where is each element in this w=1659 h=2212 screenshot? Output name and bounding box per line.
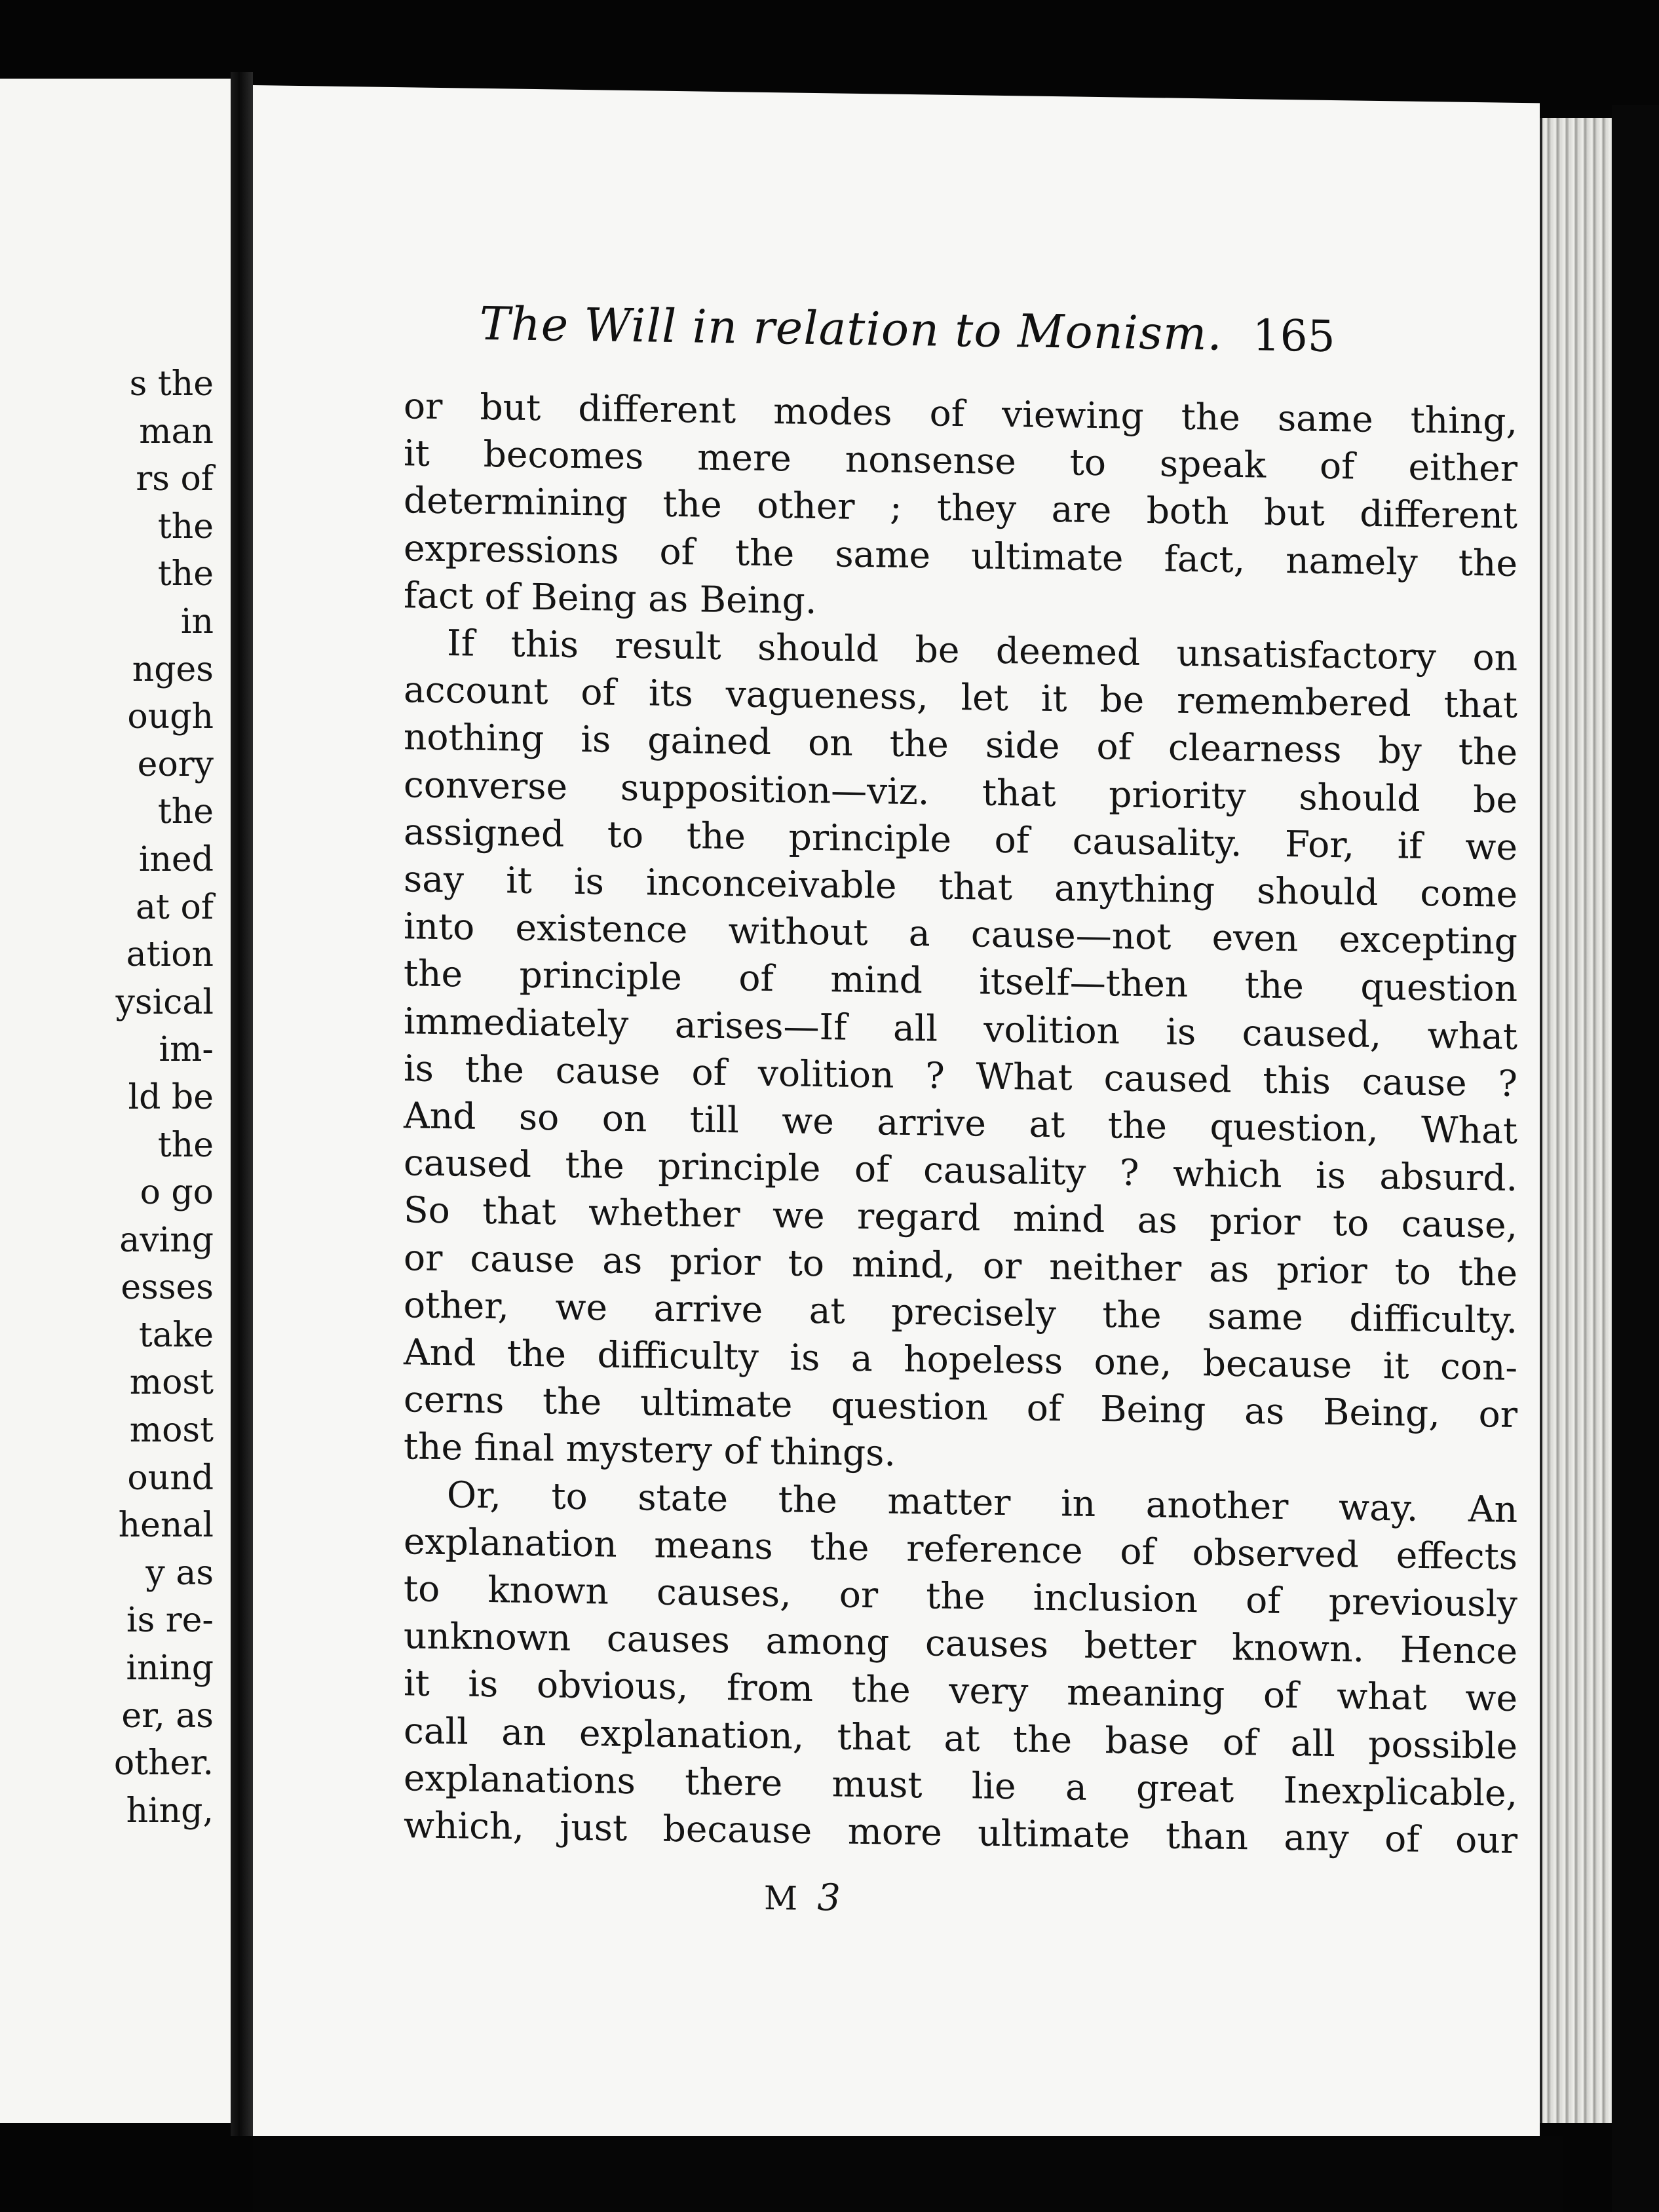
text-line: say it is inconceivable that anything should come <box>404 858 1517 915</box>
left-page-line: ysical <box>115 982 214 1022</box>
left-page-line: s the <box>129 364 214 404</box>
signature-letter: M <box>764 1878 803 1918</box>
text-line: into existence without a cause—not even excepting <box>404 905 1517 963</box>
left-page-line: rs of <box>136 459 214 499</box>
text-line: determining the other ; they are both but different <box>404 479 1517 537</box>
left-page-line: nges <box>132 649 214 689</box>
text-line: is the cause of volition ? What caused this cause ? <box>404 1047 1517 1105</box>
text-line: fact of Being as Being. <box>404 574 817 622</box>
text-line: it becomes mere nonsense to speak of either <box>404 432 1517 490</box>
left-page-line: ining <box>126 1649 214 1688</box>
left-page-line: er, as <box>121 1696 214 1736</box>
text-line: account of its vagueness, let it be remembered that <box>404 668 1517 727</box>
text-line: cerns the ultimate question of Being as Being, or <box>404 1378 1517 1436</box>
left-page-line: ough <box>127 697 214 737</box>
text-line: nothing is gained on the side of clearness by the <box>404 715 1517 774</box>
running-title: The Will in relation to Monism. <box>480 296 1223 361</box>
scanner-border-bottom <box>253 2136 1563 2212</box>
text-line: Or, to state the matter in another way. An <box>447 1473 1517 1531</box>
text-line: So that whether we regard mind as prior to cause, <box>404 1189 1517 1247</box>
right-page <box>253 85 1540 2154</box>
text-line: unknown causes among causes better known. Hence <box>404 1614 1517 1673</box>
text-line: explanations there must lie a great Inexplicable, <box>404 1757 1517 1814</box>
left-page-line: the <box>157 792 214 832</box>
left-page-line: esses <box>121 1268 214 1308</box>
page-edges <box>1540 118 1614 2123</box>
signature-mark <box>764 1876 846 1920</box>
left-page-line: the <box>157 554 214 594</box>
text-line: immediately arises—If all volition is caused, what <box>404 999 1517 1058</box>
text-line: the principle of mind itself—then the question <box>404 952 1517 1010</box>
text-line: or but different modes of viewing the same thing, <box>404 385 1517 442</box>
left-page-line: y as <box>145 1553 214 1593</box>
text-line: And so on till we arrive at the question, What <box>404 1094 1517 1152</box>
text-line: the final mystery of things. <box>404 1425 896 1475</box>
running-header <box>480 297 1535 365</box>
scanner-border-right <box>1612 105 1659 2212</box>
text-line: it is obvious, from the very meaning of what we <box>404 1662 1517 1720</box>
text-line: to known causes, or the inclusion of previously <box>404 1567 1517 1626</box>
left-page-line: hing, <box>126 1791 214 1831</box>
left-page-line: is re- <box>126 1601 214 1641</box>
left-page-line: the <box>157 506 214 546</box>
left-page-line: the <box>157 1125 214 1165</box>
left-page-line: take <box>138 1315 214 1355</box>
left-page-line: ation <box>126 935 214 975</box>
text-line: or cause as prior to mind, or neither as prior to the <box>404 1236 1517 1294</box>
left-page-line: eory <box>137 744 214 784</box>
signature-number: 3 <box>817 1877 846 1920</box>
left-page-line: ld be <box>128 1077 214 1117</box>
left-page-line: henal <box>118 1506 214 1546</box>
left-facing-page <box>0 79 231 2123</box>
left-page-line: ined <box>138 839 214 879</box>
page-body-text <box>404 382 1517 1864</box>
left-page-line: aving <box>119 1220 214 1260</box>
text-line: explanation means the reference of observed effects <box>404 1520 1517 1578</box>
text-line: assigned to the principle of causality. For, if we <box>404 810 1517 868</box>
left-page-line: o go <box>140 1173 214 1213</box>
left-page-line: other. <box>113 1744 214 1783</box>
left-page-line: most <box>129 1411 214 1451</box>
text-line: If this result should be deemed unsatisfactory on <box>447 622 1517 679</box>
text-line: call an explanation, that at the base of all possible <box>404 1709 1517 1767</box>
text-line: expressions of the same ultimate fact, namely the <box>404 526 1517 584</box>
book-gutter <box>231 72 253 2136</box>
left-page-line: man <box>139 411 214 451</box>
left-page-text-fragments <box>114 360 214 1835</box>
page-number: 165 <box>1252 310 1335 362</box>
text-line: other, we arrive at precisely the same difficulty. <box>404 1284 1517 1341</box>
text-line: caused the principle of causality ? which is absurd. <box>404 1141 1517 1200</box>
left-page-line: im- <box>159 1030 214 1070</box>
left-page-line: at of <box>136 887 214 927</box>
text-line: And the difficulty is a hopeless one, because it con- <box>404 1331 1517 1389</box>
text-line: converse supposition—viz. that priority should be <box>404 763 1517 821</box>
left-page-line: most <box>129 1363 214 1403</box>
text-line: which, just because more ultimate than any of our <box>404 1804 1517 1862</box>
left-page-line: ound <box>127 1458 214 1498</box>
left-page-line: in <box>180 601 214 641</box>
